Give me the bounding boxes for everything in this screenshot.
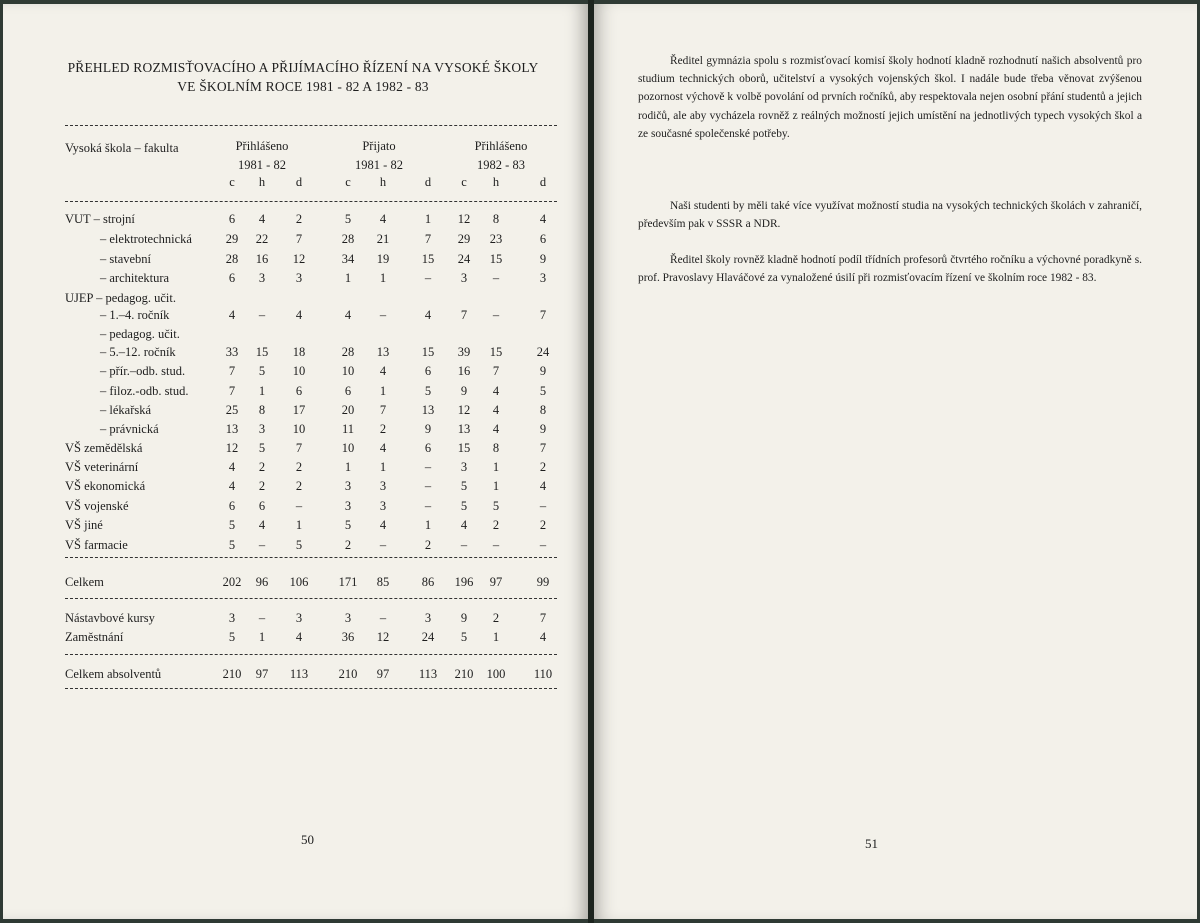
table-row-label: – právnická — [100, 422, 159, 436]
table-cell: 1 — [295, 518, 303, 532]
table-row-label: – elektrotechnická — [100, 232, 192, 246]
subcolumn-header: d — [424, 175, 432, 189]
table-cell: – — [424, 460, 432, 474]
table-cell: 10 — [292, 422, 306, 436]
table-row-label: VŠ farmacie — [65, 538, 128, 552]
table-cell: 4 — [258, 518, 266, 532]
table-cell: 13 — [376, 345, 390, 359]
rule-before-grand-total — [65, 654, 557, 655]
table-cell: 1 — [424, 518, 432, 532]
table-cell: 6 — [228, 212, 236, 226]
rule-top — [65, 125, 557, 126]
table-cell: 3 — [539, 271, 547, 285]
table-cell: 6 — [539, 232, 547, 246]
table-row-label: VŠ veterinární — [65, 460, 139, 474]
rule-before-total — [65, 557, 557, 558]
table-cell: 5 — [492, 499, 500, 513]
subcolumn-header: h — [379, 175, 387, 189]
subcolumn-header: c — [461, 175, 467, 189]
table-cell: 8 — [258, 403, 266, 417]
rule-after-total — [65, 598, 557, 599]
table-cell: 1 — [258, 630, 266, 644]
table-row-label: Zaměstnání — [65, 630, 124, 644]
table-cell: – — [295, 499, 303, 513]
table-cell: 7 — [492, 364, 500, 378]
table-cell: – — [258, 538, 266, 552]
table-cell: 5 — [258, 364, 266, 378]
table-cell: 2 — [492, 611, 500, 625]
total-cell: 97 — [489, 575, 503, 589]
table-cell: 28 — [225, 252, 239, 266]
table-cell: 5 — [228, 538, 236, 552]
paragraph-1: Ředitel gymnázia spolu s rozmisťovací komisí školy hodnotí kladně rozhodnutí našich absolventů pro studium technických oborů, učitelství a vysokých vojenských škol. I nadále bude třeba věnovat zvýšenou pozornost výchově k volbě povolání od prvních ročníků, aby respektovala nejen osobní přání studentů a jejich rodičů, ale aby vycházela rovněž z reálných možností jejich umístění na jednotlivých typech vysokých škol a ze současné společenské potřeby. — [638, 55, 1142, 140]
table-cell: – — [492, 538, 500, 552]
table-cell: 9 — [460, 384, 468, 398]
table-cell: – — [379, 611, 387, 625]
total-cell: 106 — [289, 575, 309, 589]
table-cell: 20 — [341, 403, 355, 417]
table-cell: 2 — [258, 460, 266, 474]
table-cell: 15 — [489, 252, 503, 266]
table-cell: 9 — [460, 611, 468, 625]
title-line-2: VE ŠKOLNÍM ROCE 1981 - 82 A 1982 - 83 — [177, 79, 429, 94]
table-cell: 7 — [228, 384, 236, 398]
table-cell: 29 — [457, 232, 471, 246]
table-cell: 21 — [376, 232, 390, 246]
table-cell: – — [424, 271, 432, 285]
table-cell: 25 — [225, 403, 239, 417]
total-cell: 96 — [255, 575, 269, 589]
table-cell: 4 — [295, 308, 303, 322]
total-cell: 99 — [536, 575, 550, 589]
table-row-label: VŠ ekonomická — [65, 479, 146, 493]
table-cell: 19 — [376, 252, 390, 266]
title-line-1: PŘEHLED ROZMISŤOVACÍHO A PŘIJÍMACÍHO ŘÍZENÍ NA VYSOKÉ ŠKOLY — [67, 60, 539, 75]
table-cell: 5 — [539, 384, 547, 398]
rule-header — [65, 201, 557, 202]
table-cell: 4 — [424, 308, 432, 322]
table-cell: 3 — [344, 611, 352, 625]
table-cell: 4 — [379, 364, 387, 378]
group-header-1: Přihlášeno 1981 - 82 — [235, 139, 289, 172]
table-cell: 7 — [460, 308, 468, 322]
total-cell: 171 — [338, 575, 358, 589]
table-cell: 7 — [295, 232, 303, 246]
table-cell: 3 — [344, 479, 352, 493]
left-page — [3, 4, 588, 919]
table-cell: 5 — [295, 538, 303, 552]
table-cell: 6 — [424, 364, 432, 378]
table-cell: 5 — [228, 630, 236, 644]
table-cell: 4 — [379, 212, 387, 226]
table-cell: 2 — [492, 518, 500, 532]
table-cell: 1 — [379, 271, 387, 285]
grand-total-cell: 100 — [486, 667, 506, 681]
table-cell: 4 — [492, 384, 500, 398]
grand-total-cell: 113 — [289, 667, 309, 681]
grand-total-cell: 210 — [454, 667, 474, 681]
paragraph-2: Naši studenti by měli také více využívat možností studia na vysokých technických školách v zahraničí, především pak v SSSR a NDR. — [638, 200, 1142, 231]
table-cell: 15 — [489, 345, 503, 359]
table-cell: 5 — [460, 499, 468, 513]
table-cell: 12 — [292, 252, 306, 266]
table-cell: 6 — [424, 441, 432, 455]
table-cell: 16 — [457, 364, 471, 378]
table-row-label: VŠ zemědělská — [65, 441, 143, 455]
table-cell: 3 — [379, 479, 387, 493]
table-cell: – — [258, 308, 266, 322]
table-cell: 9 — [424, 422, 432, 436]
table-row-label: VUT – strojní — [65, 212, 135, 226]
page-number-right: 51 — [865, 836, 878, 851]
table-cell: 4 — [492, 422, 500, 436]
grand-total-cell: 97 — [255, 667, 269, 681]
table-cell: – — [460, 538, 468, 552]
table-cell: 4 — [539, 479, 547, 493]
subcolumn-header: h — [492, 175, 500, 189]
grand-total-cell: 210 — [222, 667, 242, 681]
table-cell: 4 — [492, 403, 500, 417]
table-cell: 3 — [344, 499, 352, 513]
table-cell: 4 — [344, 308, 352, 322]
grand-total-row-label: Celkem absolventů — [65, 667, 162, 681]
table-cell: 13 — [457, 422, 471, 436]
table-cell: 13 — [421, 403, 435, 417]
table-cell: 4 — [228, 460, 236, 474]
table-cell: 2 — [344, 538, 352, 552]
table-cell: 28 — [341, 232, 355, 246]
table-row-label: VŠ vojenské — [65, 499, 129, 513]
table-cell: 1 — [344, 460, 352, 474]
table-cell: 4 — [228, 479, 236, 493]
table-cell: 8 — [492, 212, 500, 226]
table-cell: 5 — [424, 384, 432, 398]
table-cell: – — [492, 308, 500, 322]
table-cell: 3 — [379, 499, 387, 513]
table-row-label: – architektura — [100, 271, 170, 285]
table-cell: 1 — [492, 479, 500, 493]
table-cell: 2 — [539, 460, 547, 474]
table-cell: 17 — [292, 403, 306, 417]
table-cell: 18 — [292, 345, 306, 359]
table-cell: 13 — [225, 422, 239, 436]
table-cell: 4 — [379, 441, 387, 455]
grand-total-cell: 97 — [376, 667, 390, 681]
table-cell: 3 — [228, 611, 236, 625]
table-cell: 1 — [258, 384, 266, 398]
table-cell: 7 — [424, 232, 432, 246]
total-cell: 85 — [376, 575, 390, 589]
table-row-label: – filoz.-odb. stud. — [100, 384, 189, 398]
table-title — [43, 58, 563, 96]
table-cell: 1 — [344, 271, 352, 285]
table-cell: 10 — [341, 364, 355, 378]
paragraph-3: Ředitel školy rovněž kladně hodnotí podíl třídních profesorů čtvrtého ročníku a výchovné poradkyně s. prof. Pravoslavy Hlaváčové za vynaložené úsilí při rozmisťovacím řízení ve školním roce 1982 - 83. — [638, 254, 1142, 285]
table-cell: 11 — [341, 422, 355, 436]
table-cell: 7 — [539, 611, 547, 625]
table-cell: 23 — [489, 232, 503, 246]
table-row-label: – 5.–12. ročník — [100, 345, 176, 359]
table-cell: 2 — [258, 479, 266, 493]
table-cell: 4 — [539, 630, 547, 644]
table-cell: 12 — [457, 403, 471, 417]
table-row-label: – přír.–odb. stud. — [100, 364, 186, 378]
table-cell: 3 — [258, 422, 266, 436]
table-cell: 10 — [292, 364, 306, 378]
table-cell: – — [492, 271, 500, 285]
table-cell: 5 — [460, 479, 468, 493]
grand-total-cell: 113 — [418, 667, 438, 681]
table-cell: 28 — [341, 345, 355, 359]
table-cell: 15 — [421, 252, 435, 266]
table-cell: 5 — [460, 630, 468, 644]
table-cell: 4 — [295, 630, 303, 644]
table-cell: 2 — [295, 212, 303, 226]
table-cell: 3 — [295, 271, 303, 285]
table-cell: 22 — [255, 232, 269, 246]
table-cell: 2 — [379, 422, 387, 436]
table-cell: 24 — [536, 345, 550, 359]
table-cell: 7 — [228, 364, 236, 378]
table-cell: 6 — [344, 384, 352, 398]
table-cell: 4 — [379, 518, 387, 532]
table-cell: 1 — [492, 630, 500, 644]
right-page — [594, 4, 1197, 919]
total-cell: 196 — [454, 575, 474, 589]
table-cell: 24 — [421, 630, 435, 644]
group-header-2: Přijato 1981 - 82 — [355, 139, 403, 172]
table-cell: 2 — [539, 518, 547, 532]
table-cell: 7 — [539, 441, 547, 455]
table-row-label: UJEP – pedagog. učit. — [65, 291, 176, 305]
table-cell: 3 — [460, 271, 468, 285]
table-cell: 2 — [424, 538, 432, 552]
subcolumn-header: h — [258, 175, 266, 189]
table-row-label: – pedagog. učit. — [100, 327, 180, 341]
table-cell: 7 — [295, 441, 303, 455]
table-cell: 5 — [228, 518, 236, 532]
total-cell: 202 — [222, 575, 242, 589]
total-row-label: Celkem — [65, 575, 104, 589]
table-cell: 9 — [539, 364, 547, 378]
table-cell: 9 — [539, 252, 547, 266]
table-cell: 15 — [421, 345, 435, 359]
table-cell: 10 — [341, 441, 355, 455]
total-cell: 86 — [421, 575, 435, 589]
page-number-left: 50 — [301, 832, 314, 847]
table-cell: 4 — [460, 518, 468, 532]
table-cell: 7 — [379, 403, 387, 417]
table-cell: 1 — [379, 384, 387, 398]
table-cell: 12 — [376, 630, 390, 644]
table-cell: – — [379, 308, 387, 322]
table-cell: 29 — [225, 232, 239, 246]
table-cell: 6 — [295, 384, 303, 398]
table-cell: 8 — [539, 403, 547, 417]
table-cell: 1 — [492, 460, 500, 474]
subcolumn-header: d — [295, 175, 303, 189]
table-cell: – — [539, 499, 547, 513]
table-row-label: VŠ jiné — [65, 518, 103, 532]
table-cell: – — [424, 499, 432, 513]
rule-bottom — [65, 688, 557, 689]
table-cell: 3 — [460, 460, 468, 474]
table-cell: 6 — [228, 271, 236, 285]
table-row-label: – 1.–4. ročník — [100, 308, 170, 322]
table-cell: – — [424, 479, 432, 493]
table-cell: 15 — [457, 441, 471, 455]
table-row-label: – stavební — [100, 252, 152, 266]
grand-total-cell: 210 — [338, 667, 358, 681]
table-cell: 6 — [258, 499, 266, 513]
table-cell: 33 — [225, 345, 239, 359]
table-cell: 4 — [258, 212, 266, 226]
table-cell: 3 — [295, 611, 303, 625]
table-cell: 24 — [457, 252, 471, 266]
table-cell: 3 — [424, 611, 432, 625]
table-cell: 16 — [255, 252, 269, 266]
table-cell: 8 — [492, 441, 500, 455]
subcolumn-header: c — [229, 175, 235, 189]
table-cell: 2 — [295, 460, 303, 474]
table-cell: 5 — [258, 441, 266, 455]
table-cell: 7 — [539, 308, 547, 322]
table-cell: 2 — [295, 479, 303, 493]
table-cell: – — [539, 538, 547, 552]
table-cell: 4 — [228, 308, 236, 322]
table-cell: 5 — [344, 518, 352, 532]
table-cell: 1 — [424, 212, 432, 226]
table-cell: 34 — [341, 252, 355, 266]
table-cell: 39 — [457, 345, 471, 359]
table-cell: 5 — [344, 212, 352, 226]
table-cell: 12 — [457, 212, 471, 226]
school-column-header: Vysoká škola – fakulta — [65, 141, 179, 155]
table-row-label: – lékařská — [100, 403, 152, 417]
table-cell: 3 — [258, 271, 266, 285]
table-cell: 6 — [228, 499, 236, 513]
table-cell: 15 — [255, 345, 269, 359]
table-cell: 1 — [379, 460, 387, 474]
table-cell: 9 — [539, 422, 547, 436]
table-row-label: Nástavbové kursy — [65, 611, 155, 625]
subcolumn-header: d — [539, 175, 547, 189]
table-cell: 12 — [225, 441, 239, 455]
table-cell: – — [258, 611, 266, 625]
group-header-3: Přihlášeno 1982 - 83 — [474, 139, 528, 172]
subcolumn-header: c — [345, 175, 351, 189]
table-cell: 36 — [341, 630, 355, 644]
grand-total-cell: 110 — [533, 667, 553, 681]
table-cell: – — [379, 538, 387, 552]
table-cell: 4 — [539, 212, 547, 226]
